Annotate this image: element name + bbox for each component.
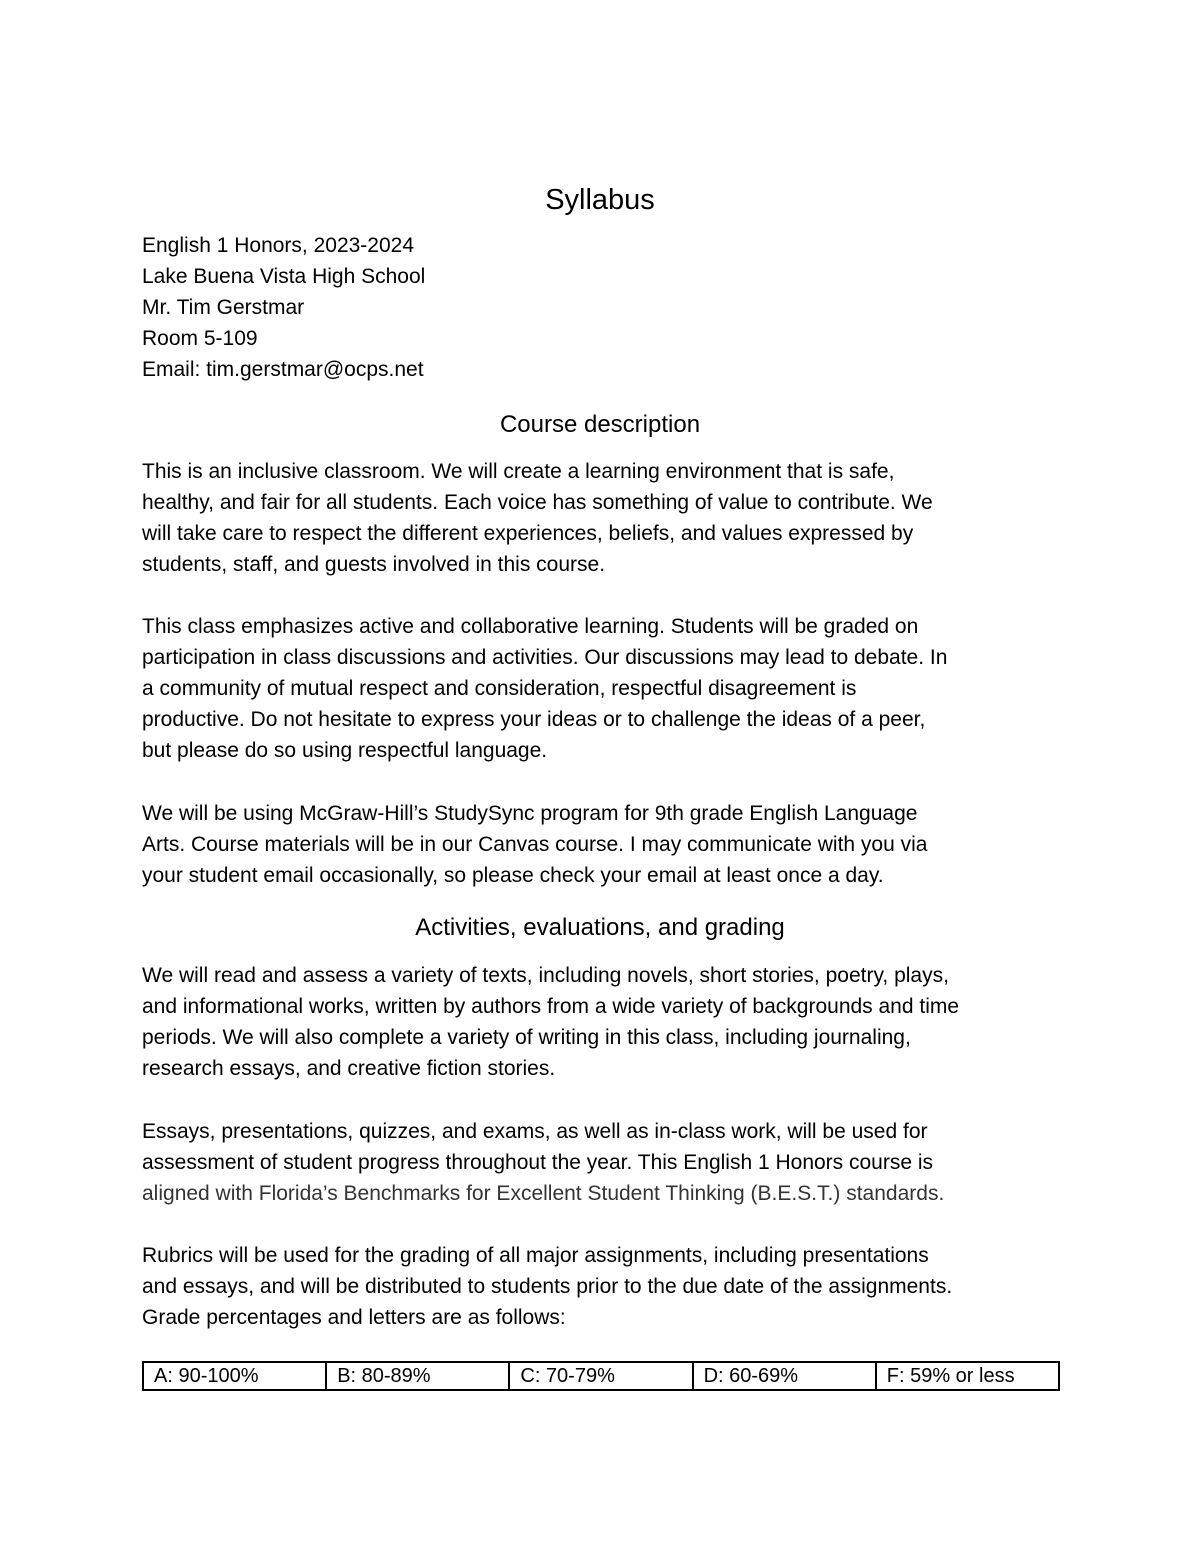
grade-cell-f: F: 59% or less: [876, 1362, 1059, 1390]
grade-cell-b: B: 80-89%: [326, 1362, 509, 1390]
text-line: We will be using McGraw-Hill’s StudySync program for 9th grade English Language: [142, 802, 918, 825]
paragraph: [142, 798, 1060, 891]
text-line: will take care to respect the different experiences, beliefs, and values expressed by: [142, 522, 914, 545]
page-title: Syllabus: [545, 184, 655, 216]
grade-cell-d: D: 60-69%: [693, 1362, 876, 1390]
course-header: [142, 230, 1058, 385]
text-line: assessment of student progress throughout the year. This English 1 Honors course is: [142, 1151, 934, 1174]
text-line: research essays, and creative fiction stories.: [142, 1057, 556, 1080]
text-line: a community of mutual respect and consideration, respectful disagreement is: [142, 677, 857, 700]
text-line: Essays, presentations, quizzes, and exams, as well as in-class work, will be used for: [142, 1120, 928, 1143]
text-line: productive. Do not hesitate to express your ideas or to challenge the ideas of a peer,: [142, 708, 926, 731]
text-line: and informational works, written by authors from a wide variety of backgrounds and time: [142, 995, 960, 1018]
room-number: Room 5-109: [142, 327, 258, 350]
text-line: This class emphasizes active and collaborative learning. Students will be graded on: [142, 615, 919, 638]
paragraph: [142, 456, 1060, 580]
text-line: Rubrics will be used for the grading of all major assignments, including presentations: [142, 1244, 929, 1267]
paragraph: [142, 611, 1060, 766]
grade-scale-table: [142, 1361, 1060, 1391]
grade-cell-a: A: 90-100%: [143, 1362, 326, 1390]
text-line: Arts. Course materials will be in our Canvas course. I may communicate with you via: [142, 833, 928, 856]
activities-heading: Activities, evaluations, and grading: [415, 914, 785, 941]
text-line: your student email occasionally, so please check your email at least once a day.: [142, 864, 884, 887]
text-line: aligned with Florida’s Benchmarks for Excellent Student Thinking (B.E.S.T.) standards.: [142, 1182, 945, 1205]
text-line: periods. We will also complete a variety of writing in this class, including journaling,: [142, 1026, 911, 1049]
course-name: English 1 Honors, 2023-2024: [142, 234, 415, 257]
school-name: Lake Buena Vista High School: [142, 265, 426, 288]
text-line: participation in class discussions and activities. Our discussions may lead to debate. In: [142, 646, 948, 669]
text-line: but please do so using respectful language.: [142, 739, 548, 762]
paragraph: [142, 960, 1060, 1084]
text-line: and essays, and will be distributed to students prior to the due date of the assignments.: [142, 1275, 953, 1298]
grade-cell-c: C: 70-79%: [509, 1362, 692, 1390]
text-line: Grade percentages and letters are as follows:: [142, 1306, 566, 1329]
text-line: students, staff, and guests involved in this course.: [142, 553, 606, 576]
paragraph: [142, 1240, 1060, 1333]
text-line: This is an inclusive classroom. We will create a learning environment that is safe,: [142, 460, 895, 483]
teacher-name: Mr. Tim Gerstmar: [142, 296, 305, 319]
text-line: We will read and assess a variety of texts, including novels, short stories, poetry, plays,: [142, 964, 949, 987]
course-description-heading: Course description: [499, 411, 701, 438]
teacher-email: Email: tim.gerstmar@ocps.net: [142, 358, 424, 381]
paragraph: [142, 1116, 1060, 1209]
text-line: healthy, and fair for all students. Each voice has something of value to contribute. We: [142, 491, 933, 514]
table-row: [143, 1362, 1059, 1390]
